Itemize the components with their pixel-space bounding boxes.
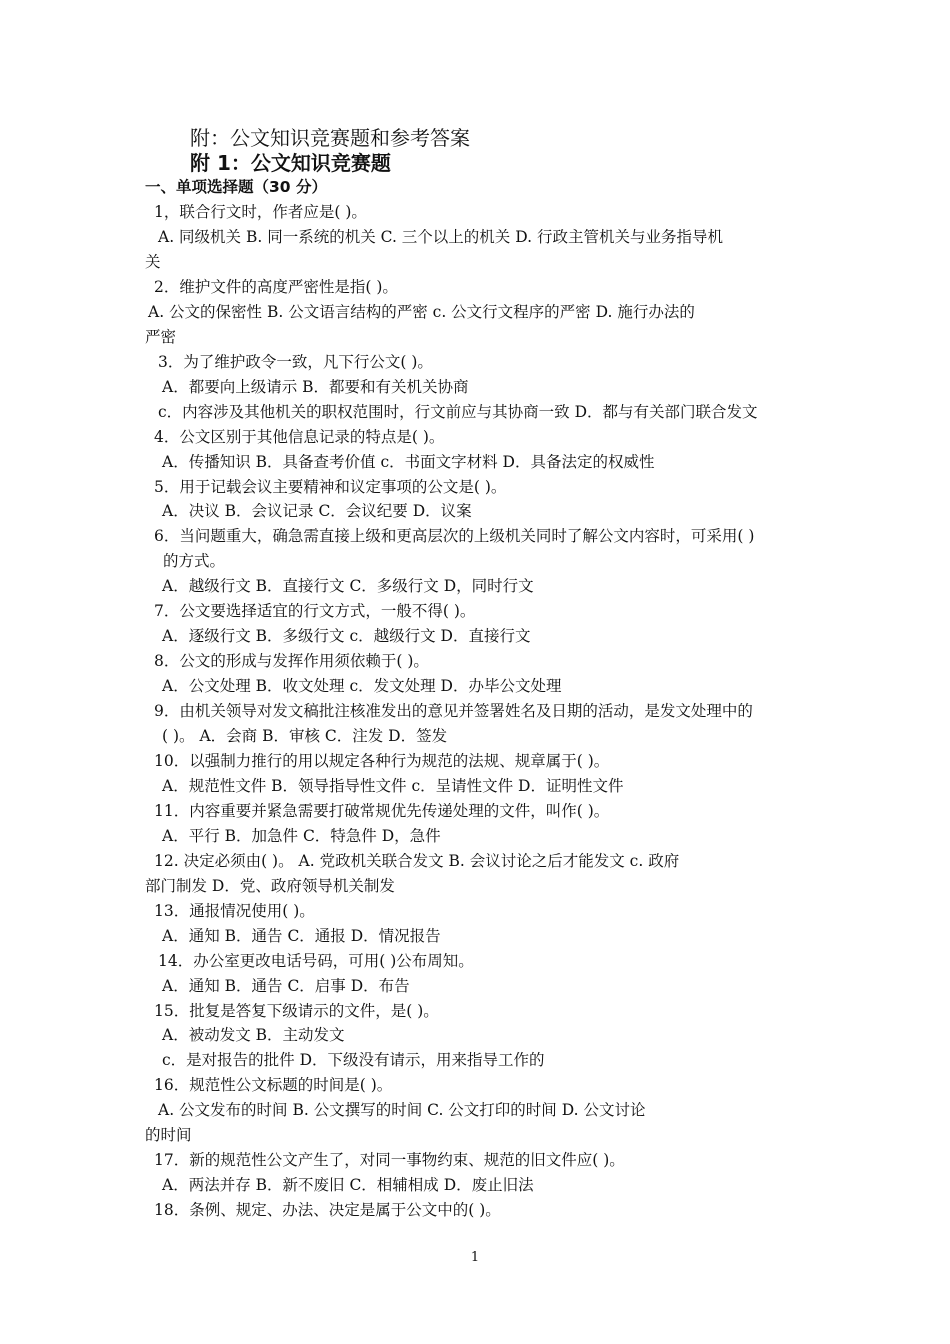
option-line: A．逐级行文 B．多级行文 c．越级行文 D．直接行文 xyxy=(162,627,531,645)
question-line: 9．由机关领导对发文稿批注核准发出的意见并签署姓名及日期的活动，是发文处理中的 xyxy=(154,702,753,720)
option-line: c．是对报告的批件 D．下级没有请示，用来指导工作的 xyxy=(162,1051,545,1069)
option-line: A．两法并存 B．新不废旧 C．相辅相成 D．废止旧法 xyxy=(162,1176,534,1194)
question-line: 7．公文要选择适宜的行文方式，一般不得( )。 xyxy=(154,602,476,620)
option-line: A. 公文发布的时间 B. 公文撰写的时间 C. 公文打印的时间 D. 公文讨论 xyxy=(158,1101,646,1119)
option-line: 严密 xyxy=(145,328,177,346)
question-line: 13．通报情况使用( )。 xyxy=(154,902,315,920)
option-line: A. 公文的保密性 B. 公文语言结构的严密 c. 公文行文程序的严密 D. 施行办法的 xyxy=(148,303,695,321)
option-line: A．通知 B．通告 C．通报 D．情况报告 xyxy=(162,927,441,945)
option-line: A．平行 B．加急件 C．特急件 D，急件 xyxy=(162,827,441,845)
question-line: 的方式。 xyxy=(163,552,226,570)
option-line: 的时间 xyxy=(145,1126,192,1144)
question-line: 6．当问题重大，确急需直接上级和更高层次的上级机关同时了解公文内容时，可采用( ) xyxy=(154,527,755,545)
option-line: A．通知 B．通告 C．启事 D．布告 xyxy=(162,977,410,995)
option-line: A．都要向上级请示 B．都要和有关机关协商 xyxy=(162,378,469,396)
option-line: A．决议 B．会议记录 C．会议纪要 D．议案 xyxy=(162,502,472,520)
question-line: 4．公文区别于其他信息记录的特点是( )。 xyxy=(154,428,445,446)
option-line: ( )。 A．会商 B．审核 C．注发 D．签发 xyxy=(162,727,448,745)
question-line: 2．维护文件的高度严密性是指( )。 xyxy=(154,278,398,296)
question-line: 17．新的规范性公文产生了，对同一事物约束、规范的旧文件应( )。 xyxy=(154,1151,625,1169)
section-heading: 一、单项选择题（30 分） xyxy=(145,178,327,196)
question-line: 3．为了维护政令一致，凡下行公文( )。 xyxy=(158,353,433,371)
question-line: 1，联合行文时，作者应是( )。 xyxy=(154,203,367,221)
option-line: c．内容涉及其他机关的职权范围时，行文前应与其协商一致 D．都与有关部门联合发文 xyxy=(158,403,758,421)
page-number: 1 xyxy=(470,1250,480,1265)
question-line: 5．用于记载会议主要精神和议定事项的公文是( )。 xyxy=(154,478,507,496)
option-line: 部门制发 D．党、政府领导机关制发 xyxy=(145,877,395,895)
option-line: A．被动发文 B．主动发文 xyxy=(162,1026,345,1044)
option-line: A．传播知识 B．具备查考价值 c．书面文字材料 D．具备法定的权威性 xyxy=(162,453,655,471)
question-line: 12. 决定必须由( )。 A. 党政机关联合发文 B. 会议讨论之后才能发文 c. 政府 xyxy=(154,852,680,870)
question-line: 15．批复是答复下级请示的文件，是( )。 xyxy=(154,1002,439,1020)
question-line: 18．条例、规定、办法、决定是属于公文中的( )。 xyxy=(154,1201,501,1219)
option-line: 关 xyxy=(145,253,161,271)
appendix-title: 附：公文知识竞赛题和参考答案 xyxy=(190,126,470,150)
option-line: A．公文处理 B．收文处理 c．发文处理 D．办毕公文处理 xyxy=(162,677,562,695)
option-line: A. 同级机关 B. 同一系统的机关 C. 三个以上的机关 D. 行政主管机关与业务指导机 xyxy=(158,228,723,246)
question-line: 14．办公室更改电话号码，可用( )公布周知。 xyxy=(158,952,474,970)
question-line: 10．以强制力推行的用以规定各种行为规范的法规、规章属于( )。 xyxy=(154,752,610,770)
question-line: 11．内容重要并紧急需要打破常规优先传递处理的文件，叫作( )。 xyxy=(154,802,610,820)
question-line: 8．公文的形成与发挥作用须依赖于( )。 xyxy=(154,652,429,670)
question-line: 16．规范性公文标题的时间是( )。 xyxy=(154,1076,393,1094)
appendix-subtitle: 附 1：公文知识竞赛题 xyxy=(190,151,391,175)
option-line: A．越级行文 B．直接行文 C．多级行文 D，同时行文 xyxy=(162,577,534,595)
option-line: A．规范性文件 B．领导指导性文件 c．呈请性文件 D．证明性文件 xyxy=(162,777,624,795)
